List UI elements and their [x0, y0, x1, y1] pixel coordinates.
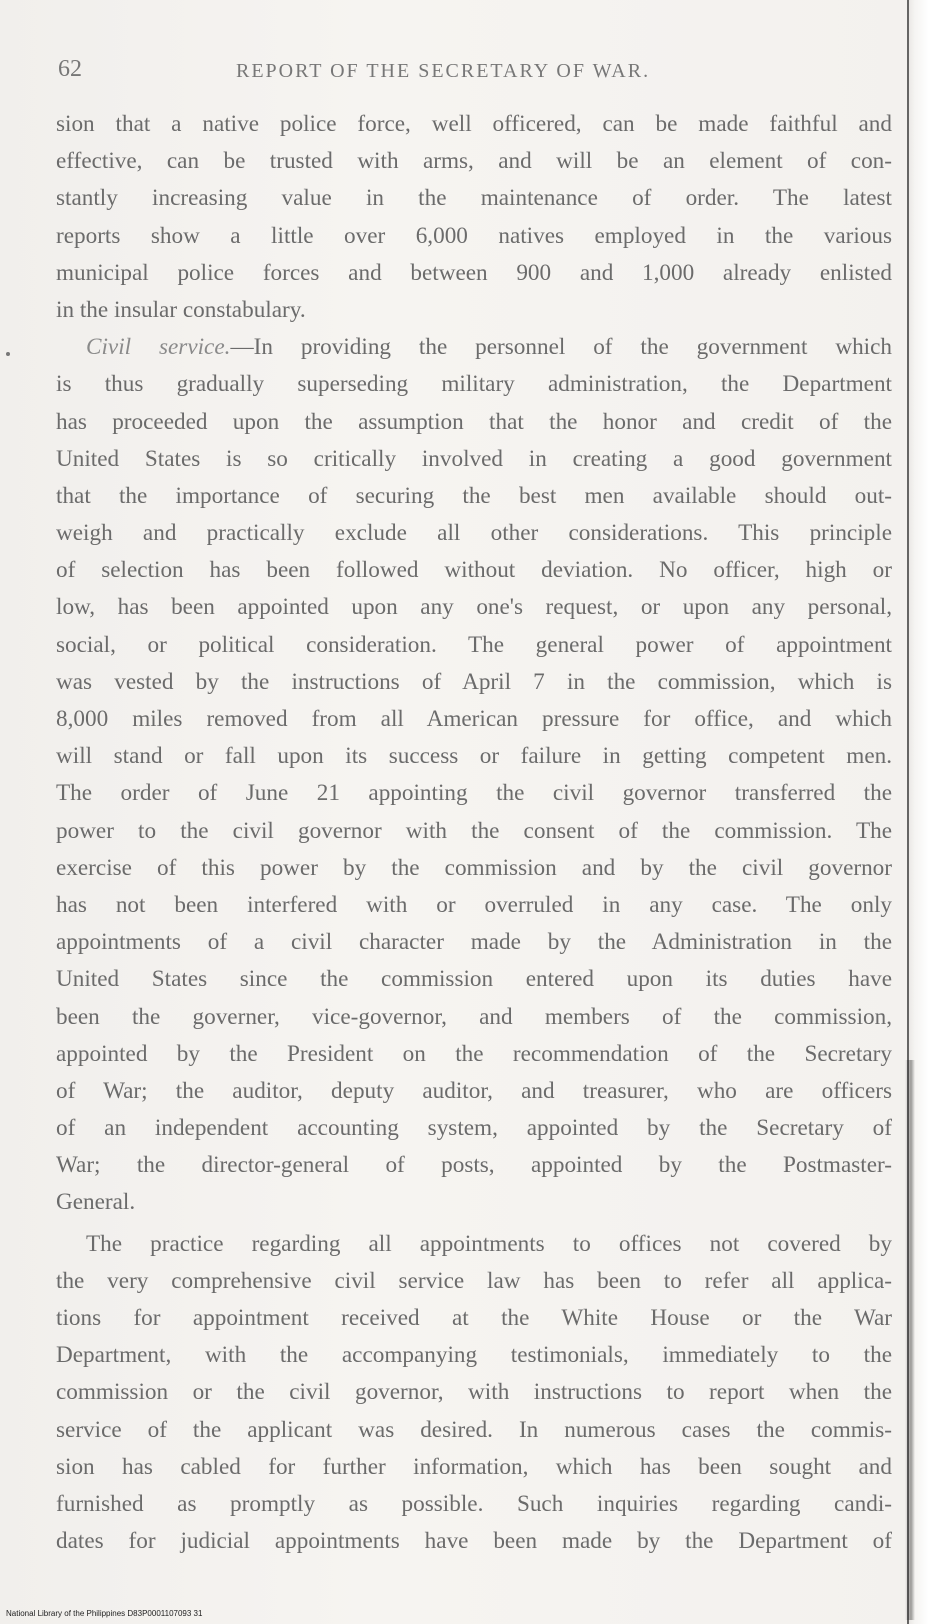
civil-service-heading: Civil service. [86, 334, 231, 361]
source-footer: National Library of the Philippines D83P0001107093 31 [6, 1609, 203, 1618]
page-header [58, 56, 888, 88]
text-line: municipal police forces and between 900 and 1,000 already enlisted [56, 259, 892, 286]
text-line: General. [56, 1189, 136, 1216]
text-line: tions for appointment received at the White House or the War [56, 1305, 892, 1331]
text-line: furnished as promptly as possible. Such inquiries regarding candi- [56, 1490, 892, 1517]
text-line: low, has been appointed upon any one's request, or upon any personal, [56, 594, 892, 621]
text-line: dates for judicial appointments have been made by the Department of [56, 1528, 892, 1555]
text-line: has not been interfered with or overruled in any case. The only [56, 891, 892, 918]
text-line: commission or the civil governor, with instructions to report when the [56, 1379, 892, 1406]
text-line: has proceeded upon the assumption that the honor and credit of the [56, 408, 892, 435]
text-line: that the importance of securing the best men available should out- [56, 482, 892, 509]
text-line: 8,000 miles removed from all American pressure for office, and which [56, 706, 892, 732]
text-line: was vested by the instructions of April 7 in the commission, which is [56, 668, 892, 695]
text-line: appointments of a civil character made by the Administration in the [56, 929, 892, 956]
text-line: stantly increasing value in the maintenance of order. The latest [56, 185, 892, 212]
text-line: Department, with the accompanying testimonials, immediately to the [56, 1342, 892, 1369]
text-line: the very comprehensive civil service law has been to refer all applica- [56, 1267, 892, 1294]
text-line: sion that a native police force, well officered, can be made faithful and [56, 111, 892, 137]
text-line: reports show a little over 6,000 natives employed in the various [56, 222, 892, 249]
text-line: The practice regarding all appointments to offices not covered by [86, 1230, 892, 1257]
text-line: of selection has been followed without deviation. No officer, high or [56, 557, 892, 584]
text-line: service of the applicant was desired. In numerous cases the commis- [56, 1416, 892, 1443]
body-text [56, 106, 892, 1560]
text-line: The order of June 21 appointing the civil governor transferred the [56, 780, 892, 807]
text-line: United States is so critically involved in creating a good government [56, 445, 892, 472]
binding-shadow [905, 1060, 915, 1620]
text-line: social, or political consideration. The general power of appointment [56, 631, 892, 658]
margin-mark [6, 352, 10, 356]
text-line: power to the civil governor with the consent of the commission. The [56, 817, 892, 844]
civil-service-paragraph-start [56, 329, 892, 366]
page-number: 62 [58, 56, 82, 82]
text-line: exercise of this power by the commission and by the civil governor [56, 854, 892, 881]
text-line: effective, can be trusted with arms, and will be an element of con- [56, 148, 892, 175]
text-line: will stand or fall upon its success or failure in getting competent men. [56, 743, 892, 770]
text-line: been the governer, vice-governor, and members of the commission, [56, 1003, 892, 1030]
text-line: of War; the auditor, deputy auditor, and treasurer, who are officers [56, 1077, 892, 1104]
text-line: weigh and practically exclude all other considerations. This principle [56, 520, 892, 547]
text-line: —In providing the personnel of the government which [230, 334, 892, 361]
text-line: in the insular constabulary. [56, 296, 306, 323]
text-line: appointed by the President on the recommendation of the Secretary [56, 1040, 892, 1067]
text-line: War; the director-general of posts, appointed by the Postmaster- [56, 1152, 892, 1179]
text-line: of an independent accounting system, appointed by the Secretary of [56, 1115, 892, 1142]
text-line: is thus gradually superseding military administration, the Department [56, 371, 892, 398]
running-head: REPORT OF THE SECRETARY OF WAR. [236, 60, 651, 82]
text-line: sion has cabled for further information, which has been sought and [56, 1453, 892, 1480]
text-line: United States since the commission entered upon its duties have [56, 966, 892, 993]
